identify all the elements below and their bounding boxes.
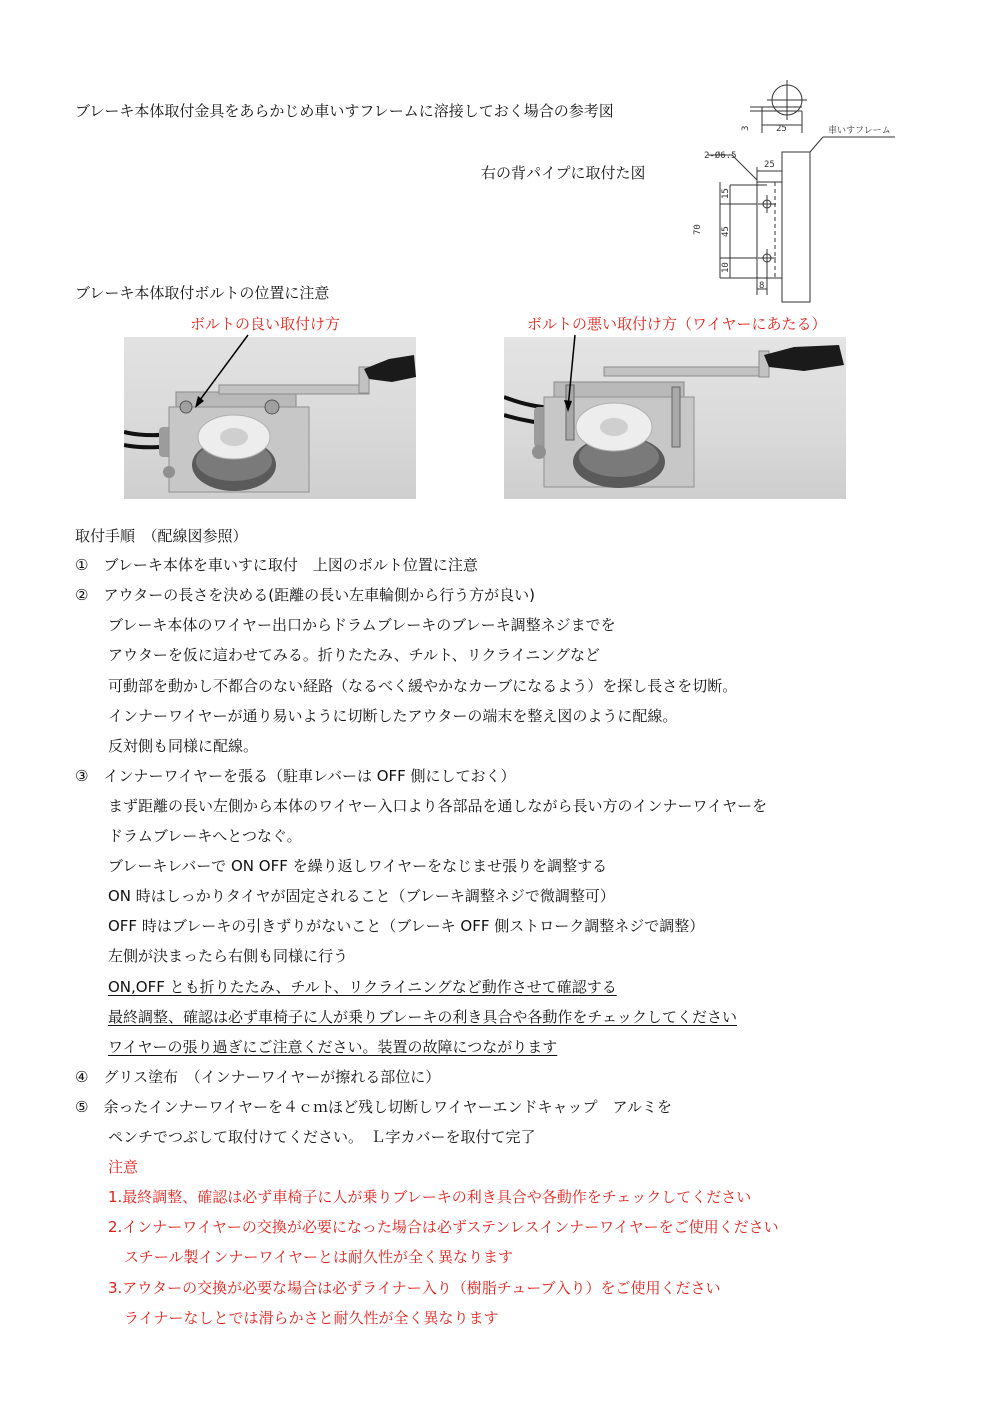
photo-arrows <box>0 0 1000 520</box>
hole-label: 2-Ø6.5 <box>704 151 737 161</box>
step-3-underlined-line: ワイヤーの張り過ぎにご注意ください。装置の故障につながります <box>108 1038 558 1056</box>
dim-70: 70 <box>693 224 703 235</box>
dim-top-25: 25 <box>776 124 787 134</box>
step-2-line: ブレーキ本体のワイヤー出口からドラムブレーキのブレーキ調整ネジまでを <box>108 616 616 634</box>
bolt-heading: ブレーキ本体取付ボルトの位置に注意 <box>75 284 330 302</box>
bad-label: ボルトの悪い取付け方（ワイヤーにあたる） <box>527 315 827 333</box>
step-3-line: まず距離の長い左側から本体のワイヤー入口より各部品を通しながら長い方のインナーワイヤーを <box>108 797 768 815</box>
notes-heading: 注意 <box>108 1158 139 1176</box>
step-3-line: ブレーキレバーで ON OFF を繰り返しワイヤーをなじませ張りを調整する <box>108 857 608 875</box>
step-2-line: アウターを仮に這わせてみる。折りたたみ、チルト、リクライニングなど <box>108 646 601 664</box>
step-5-line: ペンチでつぶして取付けてください。 Ｌ字カバーを取付て完了 <box>108 1128 536 1146</box>
dim-width-25: 25 <box>764 160 775 170</box>
step-3-underlined-line: 最終調整、確認は必ず車椅子に人が乗りブレーキの利き具合や各動作をチェックしてください <box>108 1008 737 1026</box>
reference-title: ブレーキ本体取付金具をあらかじめ車いすフレームに溶接しておく場合の参考図 <box>75 102 614 120</box>
frame-label: 車いすフレーム <box>828 126 891 136</box>
note-2-line: スチール製インナーワイヤーとは耐久性が全く異なります <box>124 1248 513 1266</box>
right-pipe-caption: 右の背パイプに取付た図 <box>481 164 646 182</box>
dim-10: 10 <box>721 262 731 273</box>
dim-3: 3 <box>741 125 751 131</box>
step-1: ① ブレーキ本体を車いすに取付 上図のボルト位置に注意 <box>75 556 478 574</box>
step-3-underlined-line: ON,OFF とも折りたたみ、チルト、リクライニングなど動作させて確認する <box>108 978 617 996</box>
step-3-line: ON 時はしっかりタイヤが固定されること（ブレーキ調整ネジで微調整可） <box>108 887 615 905</box>
step-4: ④ グリス塗布 （インナーワイヤーが擦れる部位に） <box>75 1068 441 1086</box>
step-2-line: 反対側も同様に配線。 <box>108 737 259 755</box>
procedure-heading: 取付手順 （配線図参照） <box>75 527 248 545</box>
step-2-line: 可動部を動かし不都合のない経路（なるべく緩やかなカーブになるよう）を探し長さを切断。 <box>108 677 738 695</box>
dim-15: 15 <box>721 188 731 199</box>
dim-8: 8 <box>759 281 765 291</box>
step-3: ③ インナーワイヤーを張る（駐車レバーは OFF 側にしておく） <box>75 767 516 785</box>
good-label: ボルトの良い取付け方 <box>190 315 341 333</box>
step-5: ⑤ 余ったインナーワイヤーを４ｃｍほど残し切断しワイヤーエンドキャップ アルミを <box>75 1098 672 1116</box>
note-1: 1.最終調整、確認は必ず車椅子に人が乗りブレーキの利き具合や各動作をチェックしてください <box>108 1188 752 1206</box>
step-2-line: インナーワイヤーが通り易いように切断したアウターの端末を整え図のように配線。 <box>108 707 678 725</box>
note-3: 3.アウターの交換が必要な場合は必ずライナー入り（樹脂チューブ入り）をご使用ください <box>108 1279 721 1297</box>
note-3-line: ライナーなしとでは滑らかさと耐久性が全く異なります <box>124 1309 499 1327</box>
step-3-line: 左側が決まったら右側も同様に行う <box>108 947 349 965</box>
step-3-line: ドラムブレーキへとつなぐ。 <box>108 827 302 845</box>
note-2: 2.インナーワイヤーの交換が必要になった場合は必ずステンレスインナーワイヤーをご使用ください <box>108 1218 779 1236</box>
step-3-line: OFF 時はブレーキの引きずりがないこと（ブレーキ OFF 側ストローク調整ネジで調整） <box>108 917 705 935</box>
dim-45: 45 <box>721 226 731 237</box>
step-2: ② アウターの長さを決める(距離の長い左車輪側から行う方が良い) <box>75 586 536 604</box>
